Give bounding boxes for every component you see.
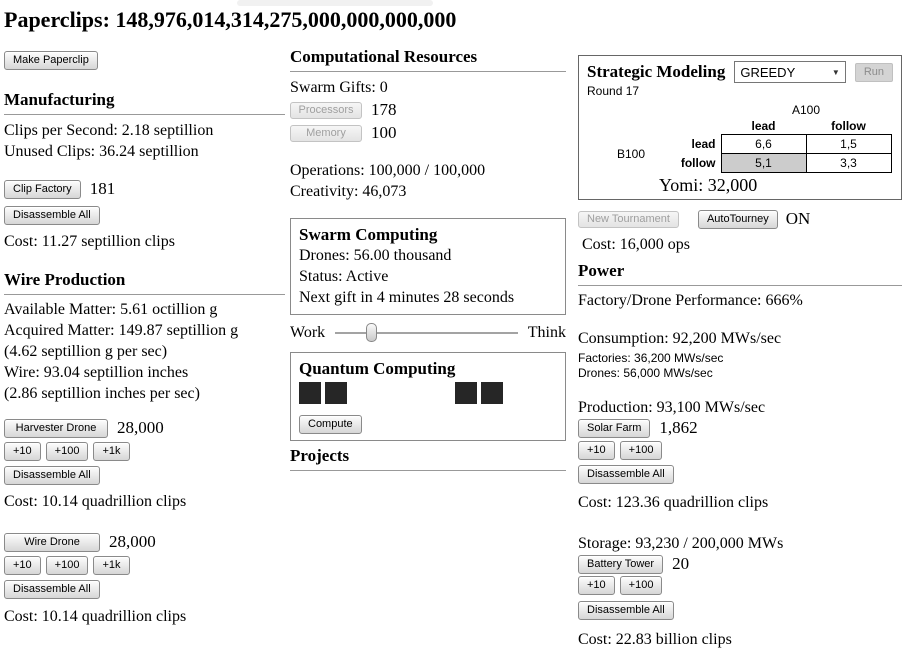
- middle-column: [290, 0, 566, 471]
- computational-resources-heading: Computational Resources: [290, 47, 566, 72]
- wire-drone-plus10-button[interactable]: +10: [4, 556, 41, 575]
- compute-button[interactable]: Compute: [299, 415, 362, 434]
- acquired-matter-rate: (4.62 septillion g per sec): [4, 343, 168, 360]
- chevron-down-icon: ▼: [831, 67, 840, 77]
- harvester-drone-button[interactable]: Harvester Drone: [4, 419, 108, 438]
- storage-line: Storage: 93,230 / 200,000 MWs: [578, 535, 784, 552]
- factories-consumption-line: Factories: 36,200 MWs/sec: [578, 351, 724, 365]
- make-paperclip-button[interactable]: Make Paperclip: [4, 51, 98, 70]
- left-column: [4, 0, 285, 627]
- processors-count: 178: [371, 100, 397, 119]
- consumption-line: Consumption: 92,200 MWs/sec: [578, 330, 782, 347]
- battery-tower-count: 20: [672, 554, 690, 573]
- swarm-status: Status: Active: [299, 268, 389, 285]
- payoff-cell-follow-follow: 3,3: [806, 154, 891, 173]
- drones-consumption-line: Drones: 56,000 MWs/sec: [578, 366, 713, 380]
- autotourney-button[interactable]: AutoTourney: [698, 210, 778, 229]
- quantum-computing-panel: [290, 352, 566, 441]
- solar-farm-count: 1,862: [659, 418, 698, 437]
- memory-button[interactable]: Memory: [290, 125, 362, 142]
- run-button[interactable]: Run: [855, 63, 893, 82]
- factory-cost: Cost: 11.27 septillion clips: [4, 233, 175, 250]
- tournament-cost: Cost: 16,000 ops: [582, 236, 691, 253]
- acquired-matter: Acquired Matter: 149.87 septillion g: [4, 322, 239, 339]
- manufacturing-heading: Manufacturing: [4, 90, 285, 115]
- swarm-computing-panel: [290, 218, 566, 315]
- battery-plus100-button[interactable]: +100: [620, 576, 663, 595]
- wire-production-heading: Wire Production: [4, 270, 285, 295]
- solar-plus100-button[interactable]: +100: [620, 441, 663, 460]
- payoff-cell-follow-lead: 5,1: [721, 154, 806, 173]
- round-label: Round 17: [587, 84, 640, 98]
- available-matter: Available Matter: 5.61 octillion g: [4, 301, 218, 318]
- harvester-plus10-button[interactable]: +10: [4, 442, 41, 461]
- payoff-cell-lead-follow: 1,5: [806, 135, 891, 154]
- strategy-selected-value: GREEDY: [740, 64, 796, 80]
- a100-label: A100: [791, 103, 821, 117]
- solar-disassemble-all-button[interactable]: Disassemble All: [578, 465, 674, 484]
- new-tournament-button[interactable]: New Tournament: [578, 211, 679, 228]
- battery-plus10-button[interactable]: +10: [578, 576, 615, 595]
- harvester-disassemble-all-button[interactable]: Disassemble All: [4, 466, 100, 485]
- unused-clips: Unused Clips: 36.24 septillion: [4, 143, 199, 160]
- processors-button[interactable]: Processors: [290, 102, 362, 119]
- harvester-plus100-button[interactable]: +100: [46, 442, 89, 461]
- swarm-computing-title: Swarm Computing: [299, 225, 438, 244]
- payoff-cell-lead-lead: 6,6: [721, 135, 806, 154]
- wire-drone-cost: Cost: 10.14 quadrillion clips: [4, 608, 187, 625]
- work-label: Work: [290, 323, 326, 341]
- col-header-lead: lead: [751, 119, 776, 133]
- swarm-gifts: Swarm Gifts: 0: [290, 79, 388, 96]
- battery-disassemble-all-button[interactable]: Disassemble All: [578, 601, 674, 620]
- production-line: Production: 93,100 MWs/sec: [578, 399, 766, 416]
- clips-per-second: Clips per Second: 2.18 septillion: [4, 122, 214, 139]
- swarm-next-gift: Next gift in 4 minutes 28 seconds: [299, 289, 515, 306]
- wire-drone-count: 28,000: [109, 532, 156, 551]
- qchips-row: [299, 382, 557, 404]
- clip-factory-button[interactable]: Clip Factory: [4, 180, 81, 199]
- wire-drone-plus1k-button[interactable]: +1k: [93, 556, 129, 575]
- projects-heading: Projects: [290, 446, 566, 471]
- row-header-follow: follow: [680, 156, 716, 170]
- wire-amount: Wire: 93.04 septillion inches: [4, 364, 189, 381]
- col-header-follow: follow: [831, 119, 866, 133]
- harvester-cost: Cost: 10.14 quadrillion clips: [4, 493, 187, 510]
- memory-count: 100: [371, 123, 397, 142]
- clip-factory-count: 181: [89, 179, 116, 198]
- yomi-count: Yomi: 32,000: [659, 175, 758, 195]
- paperclip-counter: Paperclips: 148,976,014,314,275,000,000,000,000: [4, 7, 457, 32]
- operations-counter: Operations: 100,000 / 100,000: [290, 162, 486, 179]
- think-label: Think: [527, 323, 566, 341]
- solar-farm-button[interactable]: Solar Farm: [578, 419, 650, 438]
- battery-cost: Cost: 22.83 billion clips: [578, 631, 732, 648]
- performance-line: Factory/Drone Performance: 666%: [578, 292, 803, 309]
- quantum-chip: [325, 382, 347, 404]
- slider-track[interactable]: [335, 332, 518, 334]
- b100-label: B100: [616, 146, 646, 161]
- swarm-drones: Drones: 56.00 thousand: [299, 247, 452, 264]
- row-header-lead: lead: [691, 137, 716, 151]
- autotourney-state: ON: [785, 209, 811, 228]
- solar-cost: Cost: 123.36 quadrillion clips: [578, 494, 769, 511]
- factory-disassemble-all-button[interactable]: Disassemble All: [4, 206, 100, 225]
- quantum-chip: [481, 382, 503, 404]
- strategic-modeling-panel: [578, 55, 902, 200]
- payoff-matrix: [599, 102, 892, 173]
- strategic-modeling-title: Strategic Modeling: [587, 62, 726, 81]
- wire-rate: (2.86 septillion inches per sec): [4, 385, 200, 402]
- work-think-slider-thumb[interactable]: [366, 323, 377, 342]
- battery-tower-button[interactable]: Battery Tower: [578, 555, 663, 574]
- solar-plus10-button[interactable]: +10: [578, 441, 615, 460]
- quantum-computing-title: Quantum Computing: [299, 359, 456, 378]
- creativity-counter: Creativity: 46,073: [290, 183, 407, 200]
- quantum-chip: [299, 382, 321, 404]
- wire-drone-plus100-button[interactable]: +100: [46, 556, 89, 575]
- power-heading: Power: [578, 261, 902, 286]
- harvester-plus1k-button[interactable]: +1k: [93, 442, 129, 461]
- right-column: [578, 0, 902, 650]
- quantum-chip: [455, 382, 477, 404]
- work-think-slider[interactable]: [290, 322, 566, 343]
- wire-drone-button[interactable]: Wire Drone: [4, 533, 100, 552]
- strategy-select[interactable]: [734, 61, 845, 83]
- harvester-drone-count: 28,000: [117, 418, 164, 437]
- wire-drone-disassemble-all-button[interactable]: Disassemble All: [4, 580, 100, 599]
